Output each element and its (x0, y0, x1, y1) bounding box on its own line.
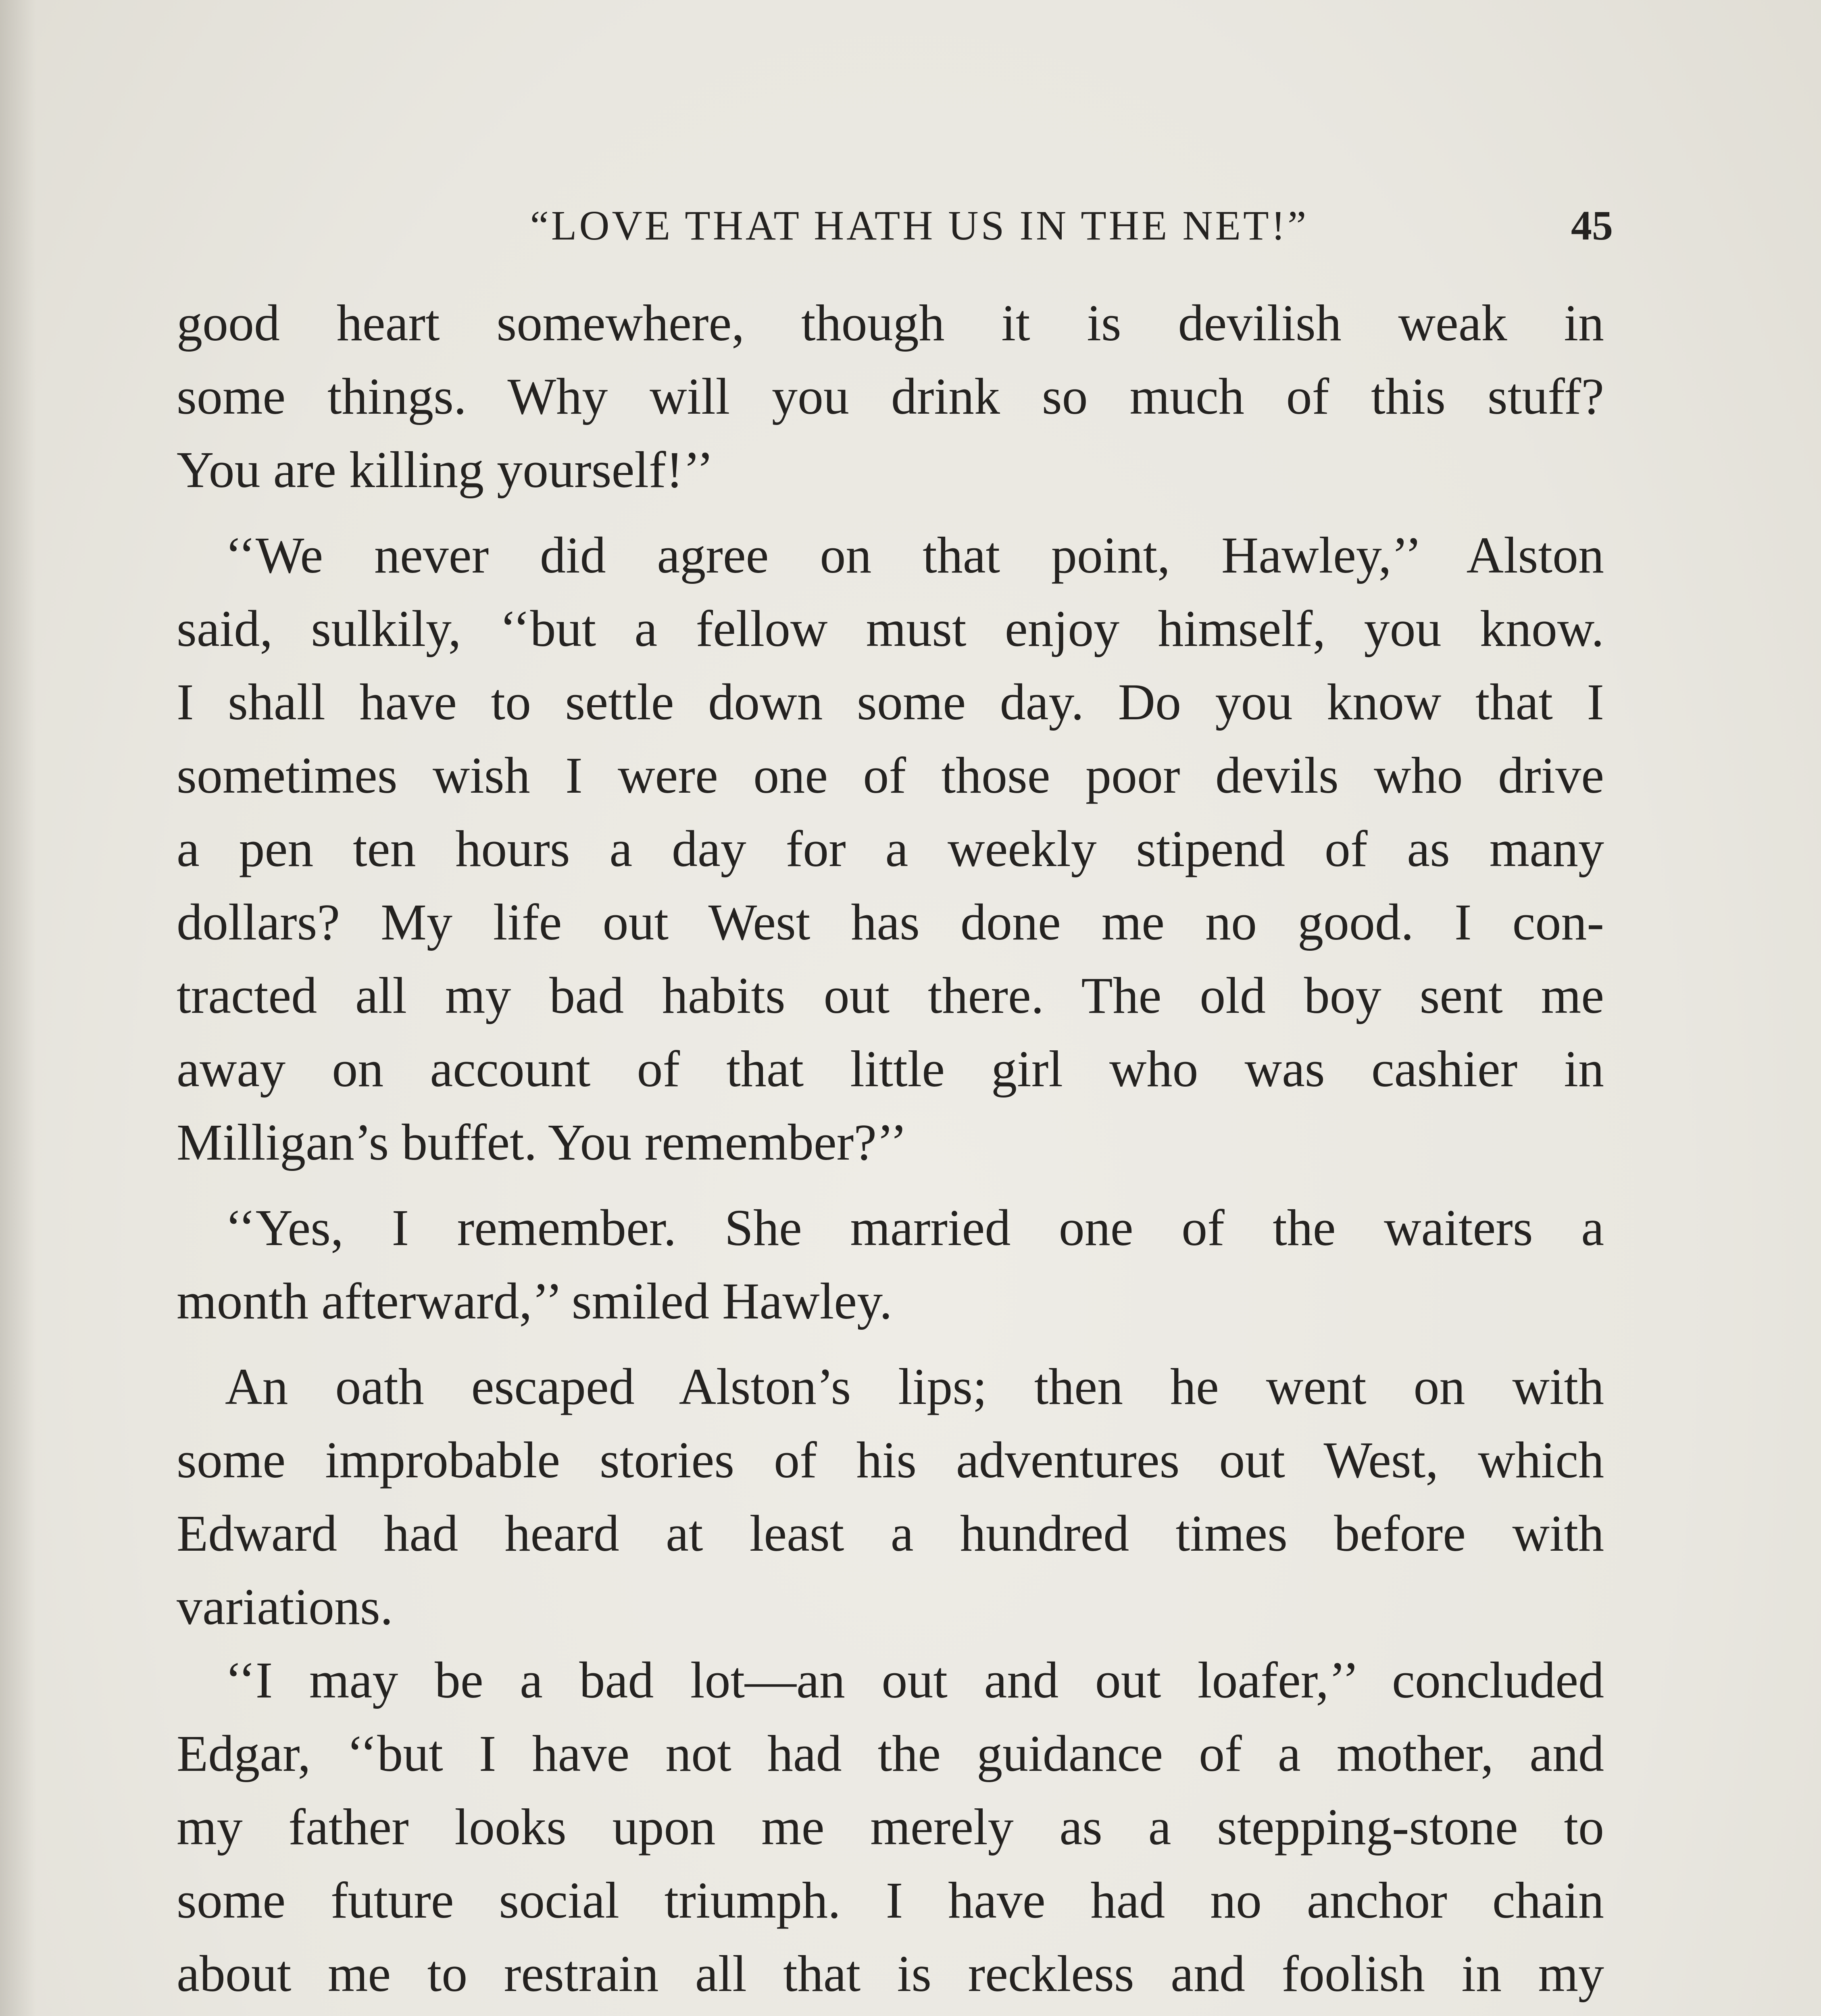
text-line (177, 2010, 1604, 2016)
text-line: An oath escaped Alston’s lips; then he went on with (225, 1358, 1604, 1415)
paragraph-3 (177, 1191, 1604, 1338)
text-line: ‘‘Yes, I remember. She married one of the waiters a (225, 1199, 1604, 1256)
text-line: sometimes wish I were one of those poor devils who drive (177, 747, 1604, 804)
text-line: Edgar, ‘‘but I have not had the guidance of a mother, and (177, 1725, 1604, 1782)
text-line: a pen ten hours a day for a weekly stipend of as many (177, 820, 1604, 877)
text-line: Edward had heard at least a hundred times before with (177, 1505, 1604, 1562)
text-line: said, sulkily, ‘‘but a fellow must enjoy himself, you know. (177, 600, 1604, 657)
body-text (177, 286, 1604, 2016)
paragraph-1 (177, 286, 1604, 506)
paragraph-5 (177, 1643, 1604, 2016)
text-line: some future social triumph. I have had no anchor chain (177, 1872, 1604, 1929)
text-line: away on account of that little girl who was cashier in (177, 1040, 1604, 1098)
text-line: good heart somewhere, though it is devilish weak in (177, 294, 1604, 352)
text-line: You are killing yourself!’’ (177, 441, 714, 498)
text-line: month afterward,’’ smiled Hawley. (177, 1272, 892, 1330)
running-head: “LOVE THAT HATH US IN THE NET!” (530, 202, 1309, 249)
text-line: ‘‘I may be a bad lot—an out and out loafer,’’ concluded (225, 1652, 1604, 1709)
spine-shadow (0, 0, 36, 2016)
text-line: ‘‘We never did agree on that point, Hawley,’’ Alston (225, 527, 1604, 584)
text-line: some improbable stories of his adventures out West, which (177, 1431, 1604, 1489)
text-line: some things. Why will you drink so much of this stuff? (177, 368, 1604, 425)
text-line: I shall have to settle down some day. Do you know that I (177, 673, 1604, 731)
text-line: Milligan’s buffet. You remember?’’ (177, 1114, 907, 1171)
paragraph-2 (177, 519, 1604, 1179)
paragraph-4 (177, 1350, 1604, 1643)
page-number: 45 (1571, 202, 1613, 249)
text-line: tracted all my bad habits out there. The old boy sent me (177, 967, 1604, 1024)
text-line: variations. (177, 1578, 393, 1635)
text-line: about me to restrain all that is reckless and foolish in my (177, 1945, 1604, 2002)
text-line: my father looks upon me merely as a stepping-stone to (177, 1798, 1604, 1856)
text-line: dollars? My life out West has done me no good. I con- (177, 893, 1604, 951)
